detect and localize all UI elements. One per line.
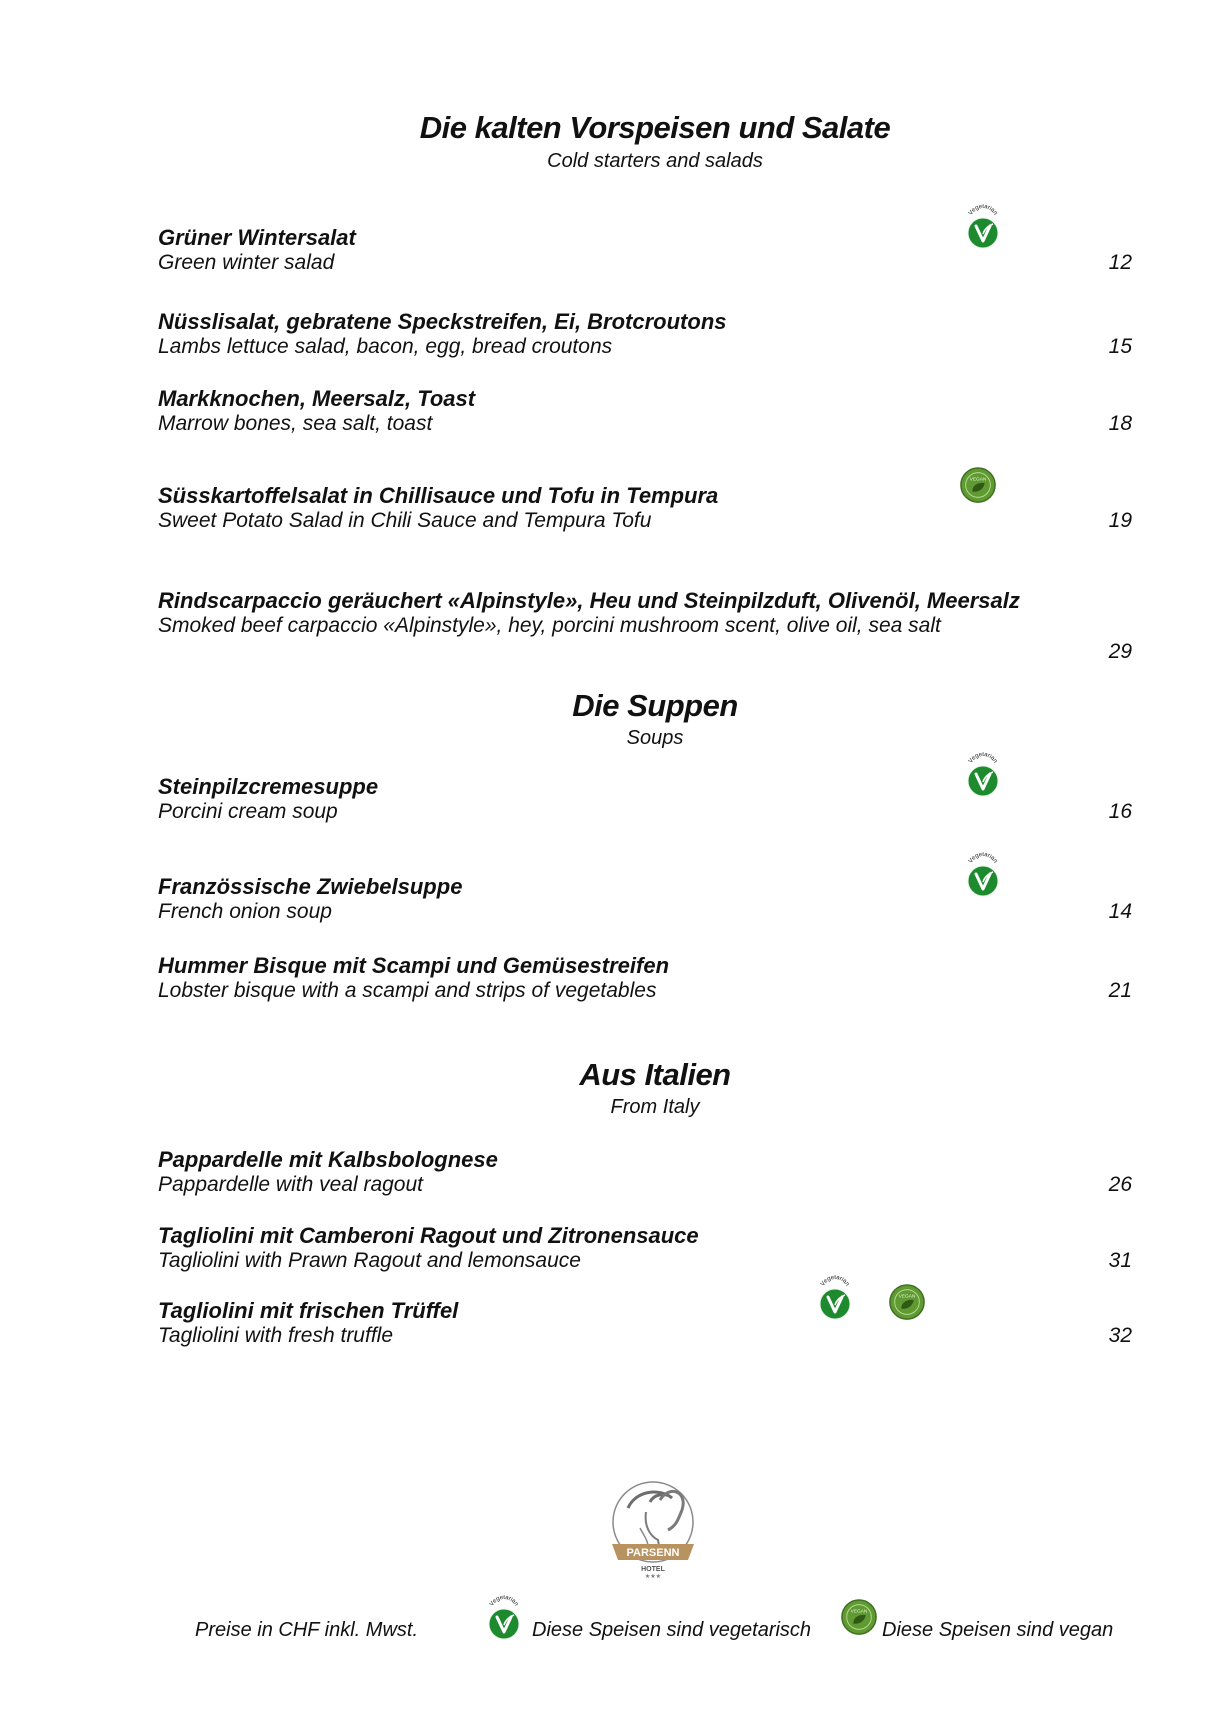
vegetarian-icon xyxy=(963,852,1003,898)
dish-name-de: Markknochen, Meersalz, Toast xyxy=(158,386,476,411)
dish-price: 16 xyxy=(1108,800,1132,823)
dish-name-de: Pappardelle mit Kalbsbolognese xyxy=(158,1147,498,1172)
dish-name-en: Lambs lettuce salad, bacon, egg, bread croutons xyxy=(158,335,613,358)
vegan-legend: Diese Speisen sind vegan xyxy=(882,1619,1114,1641)
dish-name-en: Pappardelle with veal ragout xyxy=(158,1173,424,1196)
dish-price: 15 xyxy=(1108,335,1132,358)
dish-price: 32 xyxy=(1108,1324,1132,1347)
vegan-icon xyxy=(888,1283,926,1321)
dish-name-de: Grüner Wintersalat xyxy=(158,225,356,250)
vegetarian-legend: Diese Speisen sind vegetarisch xyxy=(532,1619,812,1641)
dish-price: 18 xyxy=(1108,412,1132,435)
dish-name-en: French onion soup xyxy=(158,900,332,923)
dish-name-en: Green winter salad xyxy=(158,251,335,274)
dish-name-de: Tagliolini mit Camberoni Ragout und Zitronensauce xyxy=(158,1223,699,1248)
section-subtitle-italy: From Italy xyxy=(610,1096,700,1118)
dish-price: 26 xyxy=(1108,1173,1132,1196)
dish-name-de: Süsskartoffelsalat in Chillisauce und Tofu in Tempura xyxy=(158,483,719,508)
section-subtitle-cold-starters: Cold starters and salads xyxy=(547,150,763,172)
dish-price: 19 xyxy=(1108,509,1132,532)
section-title-soups: Die Suppen xyxy=(572,688,738,723)
section-subtitle-soups: Soups xyxy=(626,727,684,749)
dish-name-de: Nüsslisalat, gebratene Speckstreifen, Ei, Brotcroutons xyxy=(158,309,727,334)
dish-name-en: Porcini cream soup xyxy=(158,800,338,823)
svg-text:★★★: ★★★ xyxy=(644,1573,662,1580)
dish-name-en: Lobster bisque with a scampi and strips of vegetables xyxy=(158,979,657,1002)
dish-name-en: Marrow bones, sea salt, toast xyxy=(158,412,433,435)
vegetarian-icon xyxy=(963,204,1003,250)
hotel-logo xyxy=(598,1470,708,1580)
dish-name-de: Französsische Zwiebelsuppe xyxy=(158,874,463,899)
vegan-icon xyxy=(840,1598,878,1636)
dish-price: 14 xyxy=(1108,900,1132,923)
logo-sub: HOTEL xyxy=(641,1566,665,1573)
logo-name: PARSENN xyxy=(626,1547,680,1559)
dish-price: 21 xyxy=(1108,979,1132,1002)
dish-price: 29 xyxy=(1108,640,1132,663)
dish-price: 12 xyxy=(1108,251,1132,274)
dish-name-de: Hummer Bisque mit Scampi und Gemüsestreifen xyxy=(158,953,670,978)
dish-name-de: Tagliolini mit frischen Trüffel xyxy=(158,1298,459,1323)
section-title-italy: Aus Italien xyxy=(579,1057,731,1092)
dish-name-en: Tagliolini with fresh truffle xyxy=(158,1324,393,1347)
dish-name-en: Smoked beef carpaccio «Alpinstyle», hey, porcini mushroom scent, olive oil, sea salt xyxy=(158,614,941,637)
section-title-cold-starters: Die kalten Vorspeisen und Salate xyxy=(419,110,891,145)
dish-name-de: Rindscarpaccio geräuchert «Alpinstyle», Heu und Steinpilzduft, Olivenöl, Meersalz xyxy=(158,588,1020,613)
dish-name-de: Steinpilzcremesuppe xyxy=(158,774,379,799)
vegetarian-icon xyxy=(484,1595,524,1641)
dish-price: 31 xyxy=(1108,1249,1132,1272)
prices-note: Preise in CHF inkl. Mwst. xyxy=(195,1619,419,1641)
vegetarian-icon xyxy=(815,1275,855,1321)
dish-name-en: Tagliolini with Prawn Ragout and lemonsauce xyxy=(158,1249,581,1272)
dish-name-en: Sweet Potato Salad in Chili Sauce and Tempura Tofu xyxy=(158,509,652,532)
vegan-icon xyxy=(959,466,997,504)
vegetarian-icon xyxy=(963,752,1003,798)
